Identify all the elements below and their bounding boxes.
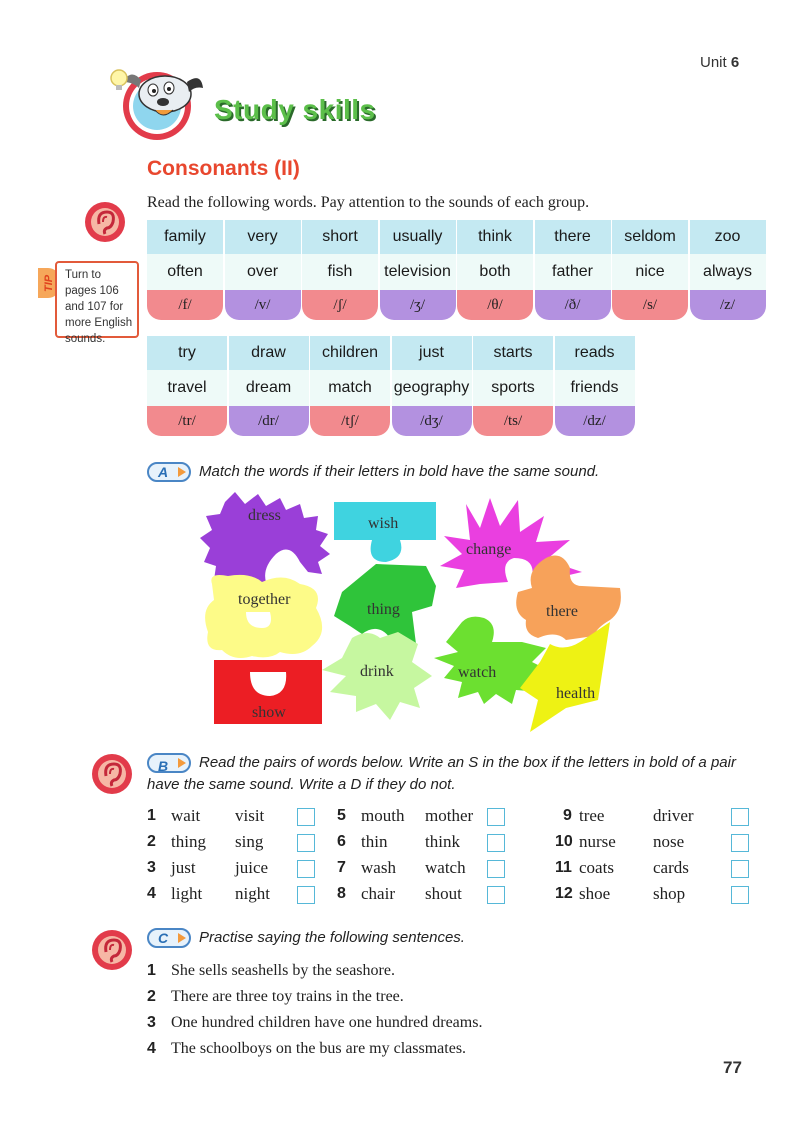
example-word: father bbox=[535, 254, 611, 290]
instruction-text: Read the following words. Pay attention to the sounds of each group. bbox=[147, 194, 590, 211]
pair-word-b: watch bbox=[425, 858, 466, 877]
sound-group bbox=[392, 336, 472, 436]
sound-group bbox=[690, 220, 766, 320]
pair-word-b: shop bbox=[653, 884, 686, 903]
example-word: children bbox=[310, 336, 390, 370]
phonetic-symbol: /v/ bbox=[225, 290, 301, 320]
answer-box[interactable] bbox=[297, 886, 315, 904]
pair-number: 5 bbox=[337, 807, 346, 824]
pair-word-b: think bbox=[425, 832, 460, 851]
example-word: reads bbox=[555, 336, 635, 370]
example-word: geography bbox=[392, 370, 472, 406]
phonetic-symbol: /dz/ bbox=[555, 406, 635, 436]
phonetic-symbol: /dʒ/ bbox=[392, 406, 472, 436]
answer-box[interactable] bbox=[487, 808, 505, 826]
puzzle-word-there: there bbox=[546, 603, 578, 620]
sound-table-2 bbox=[147, 336, 635, 436]
example-word: friends bbox=[555, 370, 635, 406]
pair-word-a: coats bbox=[579, 858, 614, 877]
pair-word-b: driver bbox=[653, 806, 694, 825]
answer-box[interactable] bbox=[731, 860, 749, 878]
pair-number: 9 bbox=[563, 807, 572, 824]
pair-word-a: thin bbox=[361, 832, 388, 851]
sentence: 1 She sells seashells by the seashore. bbox=[147, 962, 395, 979]
sound-table-1 bbox=[147, 220, 766, 320]
section-a-label: A bbox=[147, 462, 191, 482]
section-b-label: B bbox=[147, 753, 191, 773]
pair-word-a: mouth bbox=[361, 806, 405, 825]
phonetic-symbol: /s/ bbox=[612, 290, 688, 320]
example-word: very bbox=[225, 220, 301, 254]
phonetic-symbol: /z/ bbox=[690, 290, 766, 320]
pair-number: 4 bbox=[147, 885, 156, 902]
pair-word-b: shout bbox=[425, 884, 462, 903]
sound-group bbox=[147, 220, 223, 320]
pair-word-a: wait bbox=[171, 806, 201, 825]
example-word: always bbox=[690, 254, 766, 290]
tip-box: Turn to pages 106 and 107 for more English sounds. bbox=[55, 261, 139, 338]
phonetic-symbol: /ʃ/ bbox=[302, 290, 378, 320]
answer-box[interactable] bbox=[487, 860, 505, 878]
example-word: zoo bbox=[690, 220, 766, 254]
pair-number: 1 bbox=[147, 807, 156, 824]
example-word: try bbox=[147, 336, 227, 370]
example-word: family bbox=[147, 220, 223, 254]
section-b-instruction: B Read the pairs of words below. Write an S in the box if the letters in bold of a pair have the same sound. Write a D if they do not. bbox=[147, 754, 736, 793]
sound-group bbox=[310, 336, 390, 436]
study-skills-logo bbox=[105, 58, 225, 143]
example-word: there bbox=[535, 220, 611, 254]
pair-word-b: cards bbox=[653, 858, 689, 877]
section-c-instruction: C Practise saying the following sentences. bbox=[147, 928, 465, 948]
sound-group bbox=[302, 220, 378, 320]
example-word: think bbox=[457, 220, 533, 254]
listen-ear-icon bbox=[90, 752, 134, 796]
answer-box[interactable] bbox=[297, 860, 315, 878]
pair-word-a: just bbox=[171, 858, 196, 877]
section-title: Study skills bbox=[214, 94, 376, 125]
phonetic-symbol: /tr/ bbox=[147, 406, 227, 436]
sound-group bbox=[612, 220, 688, 320]
pair-word-a: chair bbox=[361, 884, 395, 903]
sound-group bbox=[229, 336, 309, 436]
example-word: television bbox=[380, 254, 456, 290]
example-word: match bbox=[310, 370, 390, 406]
answer-box[interactable] bbox=[731, 808, 749, 826]
pair-word-b: night bbox=[235, 884, 270, 903]
answer-box[interactable] bbox=[297, 808, 315, 826]
unit-label: Unit 6 bbox=[700, 54, 740, 71]
phonetic-symbol: /ʒ/ bbox=[380, 290, 456, 320]
phonetic-symbol: /tʃ/ bbox=[310, 406, 390, 436]
pair-number: 8 bbox=[337, 885, 346, 902]
pair-word-a: nurse bbox=[579, 832, 616, 851]
example-word: seldom bbox=[612, 220, 688, 254]
pair-number: 6 bbox=[337, 833, 346, 850]
puzzle-word-health: health bbox=[556, 685, 596, 702]
example-word: usually bbox=[380, 220, 456, 254]
pair-number: 7 bbox=[337, 859, 346, 876]
puzzle-word-change: change bbox=[466, 541, 512, 558]
answer-box[interactable] bbox=[487, 886, 505, 904]
pair-number: 3 bbox=[147, 859, 156, 876]
pair-word-a: thing bbox=[171, 832, 206, 851]
example-word: draw bbox=[229, 336, 309, 370]
pair-word-a: tree bbox=[579, 806, 605, 825]
pair-word-b: juice bbox=[235, 858, 269, 877]
pair-word-a: wash bbox=[361, 858, 396, 877]
example-word: sports bbox=[473, 370, 553, 406]
sound-group bbox=[380, 220, 456, 320]
pair-word-b: nose bbox=[653, 832, 685, 851]
sound-group bbox=[147, 336, 227, 436]
answer-box[interactable] bbox=[731, 834, 749, 852]
phonetic-symbol: /dr/ bbox=[229, 406, 309, 436]
pair-word-b: mother bbox=[425, 806, 474, 825]
tip-tab: TIP bbox=[38, 268, 60, 298]
puzzle-word-show: show bbox=[252, 704, 286, 721]
example-word: over bbox=[225, 254, 301, 290]
puzzle-word-drink: drink bbox=[360, 663, 394, 680]
example-word: just bbox=[392, 336, 472, 370]
pair-word-b: sing bbox=[235, 832, 264, 851]
example-word: starts bbox=[473, 336, 553, 370]
page-number: 77 bbox=[723, 1058, 742, 1077]
phonetic-symbol: /θ/ bbox=[457, 290, 533, 320]
example-word: often bbox=[147, 254, 223, 290]
pair-number: 2 bbox=[147, 833, 156, 850]
example-word: fish bbox=[302, 254, 378, 290]
answer-box[interactable] bbox=[731, 886, 749, 904]
pair-number: 12 bbox=[555, 885, 573, 902]
puzzle-pieces bbox=[200, 492, 630, 742]
puzzle-word-wish: wish bbox=[368, 515, 399, 532]
sound-group bbox=[457, 220, 533, 320]
sound-group bbox=[555, 336, 635, 436]
puzzle-piece-together bbox=[205, 575, 322, 658]
pair-number: 10 bbox=[555, 833, 573, 850]
example-word: short bbox=[302, 220, 378, 254]
listen-ear-icon bbox=[83, 200, 127, 244]
pair-number: 11 bbox=[555, 859, 572, 876]
pair-word-a: light bbox=[171, 884, 203, 903]
answer-box[interactable] bbox=[297, 834, 315, 852]
pair-word-a: shoe bbox=[579, 884, 611, 903]
listen-ear-icon bbox=[90, 928, 134, 972]
example-word: travel bbox=[147, 370, 227, 406]
pair-word-b: visit bbox=[235, 806, 265, 825]
puzzle-word-watch: watch bbox=[458, 664, 497, 681]
phonetic-symbol: /f/ bbox=[147, 290, 223, 320]
puzzle-piece-dress bbox=[200, 492, 330, 584]
example-word: nice bbox=[612, 254, 688, 290]
puzzle-word-together: together bbox=[238, 591, 291, 608]
phonetic-symbol: /ts/ bbox=[473, 406, 553, 436]
phonetic-symbol: /ð/ bbox=[535, 290, 611, 320]
sentence: 2 There are three toy trains in the tree. bbox=[147, 988, 404, 1005]
sentence: 4 The schoolboys on the bus are my classmates. bbox=[147, 1040, 467, 1057]
sound-group bbox=[225, 220, 301, 320]
example-word: dream bbox=[229, 370, 309, 406]
puzzle-word-thing: thing bbox=[367, 601, 400, 618]
section-c-label: C bbox=[147, 928, 191, 948]
puzzle-word-dress: dress bbox=[248, 507, 281, 524]
answer-box[interactable] bbox=[487, 834, 505, 852]
sentence: 3 One hundred children have one hundred dreams. bbox=[147, 1014, 483, 1031]
puzzle-piece-wish bbox=[334, 502, 436, 562]
example-word: both bbox=[457, 254, 533, 290]
section-a-instruction: A Match the words if their letters in bold have the same sound. bbox=[147, 462, 599, 482]
page-heading: Consonants (II) bbox=[147, 157, 300, 180]
sound-group bbox=[535, 220, 611, 320]
sound-group bbox=[473, 336, 553, 436]
